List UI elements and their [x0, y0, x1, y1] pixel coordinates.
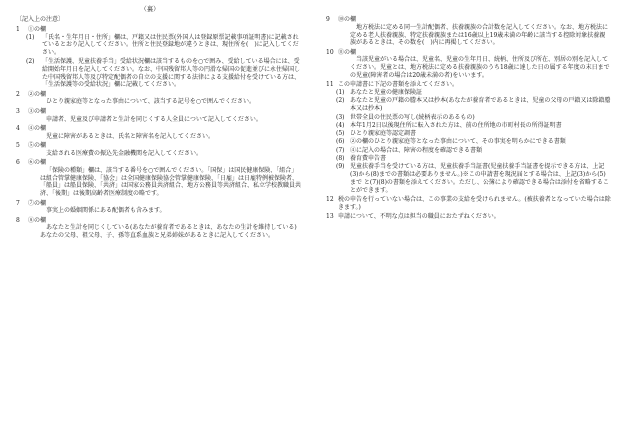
note-body: 地方税法に定める同一生計配偶者、扶養親族の合計数を記入してください。なお、地方税法に定める老人扶養親族、特定扶養親族または16歳以上19歳未満の年齢に該当する控除対象扶養親族があるときは、その数を( )内に再掲してください。	[350, 23, 609, 47]
note-item	[326, 196, 611, 212]
note-item	[16, 91, 301, 107]
sub-text: ひとり親家庭等認定調書	[350, 130, 417, 138]
note-title: この申請書に下記の書類を添えてください。	[338, 81, 459, 89]
sub-text: 養育費申告書	[350, 155, 387, 163]
note-title: ⑥の欄	[28, 159, 47, 167]
note-number: 10	[326, 48, 334, 56]
sub-number: (2)	[336, 97, 345, 105]
note-body: 当該児童がいる場合は、児童名、児童の生年月日、続柄、住所及び所在、別居の別を記入してください。児童とは、地方税法に定める扶養親族のうち18歳に達した日の属する年度の末日までの児童(障害者の場合は20歳未満の者)をいいます。	[350, 56, 610, 80]
note-title: ④の欄	[28, 124, 47, 132]
note-number: 2	[16, 90, 20, 98]
note-number: 7	[16, 199, 20, 207]
note-item	[326, 16, 611, 47]
note-number: 3	[16, 107, 20, 115]
sub-number: (8)	[336, 155, 345, 163]
note-body: 児童に障害があるときは、氏名と障害名を記入してください。	[46, 132, 215, 140]
notes-heading: 〔記入上の注意〕	[16, 16, 65, 23]
left-column	[16, 16, 301, 242]
sub-number: (1)	[26, 33, 35, 41]
note-title: ②の欄	[28, 90, 47, 98]
note-title: ⑤の欄	[28, 141, 47, 149]
note-title: ③の欄	[28, 107, 47, 115]
sub-text: あなたと児童の戸籍の謄本又は抄本(あなたが養育者であるときは、児童の父母の戸籍又は除籍謄本又は抄本)	[350, 97, 611, 113]
sub-text: 世帯全員の住民票の写し(続柄表示のあるもの)	[350, 113, 475, 121]
sub-text: 児童扶養手当を受けている方は、児童扶養手当証書(児童扶養手当証書を提示できる方は、上記(3)から(8)までの書類は必要ありません。)※この申請書を現況届とする場合は、上記(3)から(5)まで と(7)(8)の書類を添えてください。ただし、公簿により確認できる場合は添付を省略することができます。	[350, 163, 609, 194]
sub-text: あなたと児童の健康保険証	[350, 89, 423, 97]
note-body: 「保険の種類」欄は、該当する番号を○で囲んでください。「国保」は国民健康保険、「組合」は組合管掌健康保険、「協会」は全国健康保険協会管掌健康保険、「日雇」は日雇特例被保険者、「船員」は船員保険、「共済」は国家公務員共済組合、地方公務員等共済組合、私立学校教職員共済、「後期」は後期高齢者医療制度の略です。	[40, 166, 302, 198]
note-number: 5	[16, 141, 20, 149]
note-item	[16, 125, 301, 141]
note-item	[326, 81, 611, 194]
sub-number: (7)	[336, 146, 345, 154]
sub-text: ④に記入の場合は、障害の程度を確認できる書類	[350, 146, 483, 154]
note-title: ⑪の欄	[338, 48, 357, 56]
note-body: ひとり親家庭等となった事由について、該当する記号を○で囲んでください。	[46, 98, 255, 106]
note-item	[16, 142, 301, 158]
sub-number: (9)	[336, 163, 345, 171]
note-body: 支給される医療費の振込先金融機関を記入してください。	[46, 149, 203, 157]
right-column	[326, 16, 611, 222]
page-label: （裏）	[140, 5, 160, 13]
sub-text: 「生活保護、児童扶養手当」受給状況欄は該当するものを○で囲み、受給している場合には、受給開始年月日を記入してください。なお、中国残留邦人等の円滑な帰国の促進並びに永住帰国した中国残留邦人等及び特定配偶者の自立の支援に関する法律による支援給付を受けている方は、「生活保護等の受給状況」欄に記載してください。	[42, 57, 301, 89]
note-number: 6	[16, 159, 20, 167]
sub-number: (2)	[26, 57, 35, 65]
sub-text: 本年1月2日以後現住所に転入された方は、前の住所地の市町村長の所得証明書	[350, 121, 562, 129]
note-body: 申請者、児童及び申請者と生計を同じくする人全員について記入してください。	[46, 115, 262, 123]
note-title: ⑦の欄	[28, 199, 47, 207]
sub-text: 「氏名・生年月日・住所」欄は、戸籍又は住民票(外国人は登録原票記載事項証明書)に記載されているとおり記入してください。住所と住民登録地が違うときは、現住所を( )に記入してください。	[42, 33, 299, 57]
sub-number: (3)	[336, 113, 345, 121]
note-title: ⑧の欄	[28, 216, 47, 224]
note-item	[16, 217, 301, 240]
note-item	[326, 49, 611, 80]
sub-number: (5)	[336, 130, 345, 138]
note-number: 13	[326, 213, 334, 221]
note-item	[326, 213, 611, 221]
sub-number: (4)	[336, 121, 345, 129]
note-number: 4	[16, 124, 20, 132]
note-item	[16, 200, 301, 216]
note-body: 事実上の婚姻関係にある配偶者も含みます。	[46, 207, 166, 215]
note-title: 申請について、不明な点は担当の職員におたずねください。	[338, 213, 500, 221]
note-number: 8	[16, 216, 20, 224]
note-item	[16, 108, 301, 124]
note-number: 12	[326, 196, 334, 204]
sub-text: ②の欄のひとり親家庭等となった事由について、その事実を明らかにできる書類	[350, 138, 566, 146]
note-title: 税の申告を行っていない場合は、この事業の支給を受けられません。(被扶養者となっていた場合は除きます。)	[338, 196, 611, 211]
note-body: あなたと生計を同じくしている(あなたが養育者であるときは、あなたの生計を維持している)あなたの父母、祖父母、子、孫等直系血族と兄弟姉妹があるときに記入してください。	[40, 224, 297, 240]
note-number: 1	[16, 25, 20, 33]
note-title: ⑩の欄	[338, 16, 357, 23]
sub-number: (1)	[336, 89, 345, 97]
note-number: 11	[326, 81, 334, 89]
note-item	[16, 159, 301, 198]
note-item	[16, 26, 301, 89]
note-number: 9	[326, 16, 330, 23]
note-title: ①の欄	[28, 25, 47, 33]
sub-number: (6)	[336, 138, 345, 146]
